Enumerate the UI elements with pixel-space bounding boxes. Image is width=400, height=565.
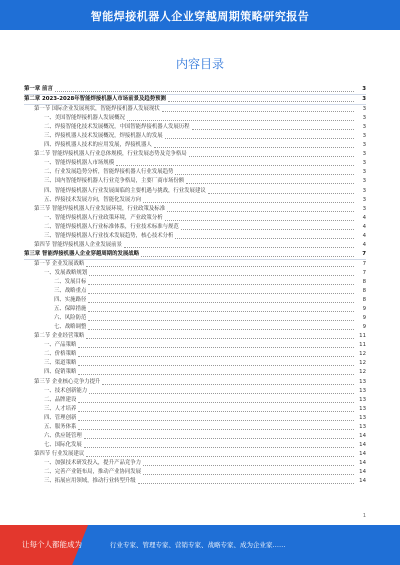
toc-entry[interactable]: [24, 296, 366, 305]
toc-entry-text: 第三节 企业核心竞争力提升: [34, 378, 101, 385]
toc-entry-text: 四、促销策略: [44, 369, 77, 376]
toc-leader-dots: [162, 111, 354, 112]
toc-leader-dots: [167, 211, 354, 212]
toc-entry[interactable]: [24, 341, 366, 350]
toc-entry-text: 第一章 前言: [24, 86, 53, 93]
toc-leader-dots: [165, 138, 354, 139]
toc-entry-page: 14: [359, 441, 366, 448]
toc-entry-page: 14: [359, 459, 366, 466]
toc-entry-text: 一、美国智能焊接机器人发展概况: [44, 115, 125, 122]
toc-entry-text: 四、管理创新: [44, 414, 77, 421]
toc-entry[interactable]: [24, 477, 366, 486]
toc-entry[interactable]: [24, 287, 366, 296]
toc-entry-text: 第二章 2023-2028年智能焊接机器人市场前景及趋势预测: [24, 96, 166, 103]
toc-entry-page: 13: [359, 378, 366, 385]
toc-entry-page: 12: [359, 351, 366, 358]
toc-entry[interactable]: [24, 177, 366, 186]
toc-entry[interactable]: [24, 250, 366, 260]
toc-entry-page: 13: [359, 423, 366, 430]
toc-entry-text: 一、发展战略规划: [44, 269, 88, 276]
toc-entry-page: 13: [359, 414, 366, 421]
toc-entry-text: 四、焊接机器人技术的应用发展，焊接机器人: [44, 142, 152, 149]
toc-entry-text: 四、智能焊接机器人行业发展面临的主要机遇与挑战，行业发展建议: [44, 187, 206, 194]
toc-leader-dots: [88, 284, 354, 285]
toc-entry-page: 12: [359, 360, 366, 367]
toc-leader-dots: [168, 101, 354, 102]
toc-entry-text: 第一节 国际企业发展现状，智能焊接机器人发展现状: [34, 106, 160, 113]
toc-leader-dots: [78, 356, 354, 357]
toc-entry[interactable]: [24, 196, 366, 205]
table-of-contents: [24, 85, 366, 486]
toc-entry-text: 第一节 企业发展战略: [34, 260, 85, 267]
toc-entry-text: 七、国际化发展: [44, 441, 82, 448]
footer-slogan: 让每个人都能成为: [22, 540, 82, 549]
page-title: 内容目录: [175, 57, 224, 71]
report-footer: [0, 525, 400, 565]
toc-entry[interactable]: [24, 441, 366, 450]
toc-entry-page: 7: [362, 260, 366, 267]
toc-entry[interactable]: [24, 232, 366, 241]
toc-entry-page: 7: [362, 269, 366, 276]
toc-entry-text: 三、战略重点: [54, 288, 87, 295]
toc-entry-page: 3: [362, 169, 366, 176]
toc-entry[interactable]: [24, 387, 366, 396]
toc-entry-page: 9: [362, 315, 366, 322]
toc-entry-text: 三、拓展应用领域，推动行业转型升级: [44, 478, 136, 485]
toc-entry-text: 二、价格策略: [44, 351, 77, 358]
toc-entry-text: 五、焊接技术发展方向，智能化发展方向: [44, 196, 142, 203]
toc-entry-text: 二、品牌建设: [44, 396, 77, 403]
toc-entry-text: 二、发展目标: [54, 279, 87, 285]
toc-entry[interactable]: [24, 423, 366, 432]
toc-leader-dots: [208, 193, 354, 194]
toc-leader-dots: [88, 293, 354, 294]
toc-entry-page: 3: [362, 124, 366, 131]
toc-leader-dots: [88, 320, 354, 321]
toc-leader-dots: [165, 220, 354, 221]
toc-leader-dots: [175, 238, 354, 239]
toc-leader-dots: [143, 465, 354, 466]
toc-leader-dots: [86, 456, 354, 457]
toc-leader-dots: [78, 374, 354, 375]
toc-leader-dots: [78, 429, 354, 430]
toc-entry[interactable]: [24, 414, 366, 423]
toc-leader-dots: [127, 120, 354, 121]
toc-entry-page: 3: [362, 133, 366, 140]
toc-entry-page: 14: [359, 450, 366, 457]
toc-entry-page: 3: [362, 142, 366, 149]
toc-entry[interactable]: [24, 95, 366, 105]
toc-entry-page: 13: [359, 387, 366, 394]
toc-leader-dots: [143, 202, 354, 203]
toc-entry-page: 11: [359, 333, 366, 340]
toc-entry-page: 12: [359, 369, 366, 376]
toc-leader-dots: [186, 183, 354, 184]
toc-entry-page: 4: [362, 214, 366, 221]
toc-entry[interactable]: [24, 114, 366, 123]
toc-entry-page: 4: [362, 241, 366, 248]
toc-entry-text: 第三章 智能焊接机器人企业穿越周期的发展战略: [24, 250, 140, 257]
toc-leader-dots: [189, 156, 354, 157]
toc-entry-text: 六、供应链管理: [44, 432, 82, 439]
toc-entry[interactable]: [24, 214, 366, 223]
toc-entry[interactable]: [24, 260, 366, 269]
toc-entry-page: 8: [362, 297, 366, 304]
report-header: [0, 0, 400, 30]
toc-entry-page: 14: [359, 478, 366, 485]
toc-entry-page: 3: [362, 205, 366, 212]
toc-entry[interactable]: [24, 123, 366, 132]
toc-entry-page: 8: [362, 288, 366, 295]
toc-leader-dots: [88, 302, 354, 303]
toc-entry[interactable]: [24, 459, 366, 468]
toc-entry[interactable]: [24, 314, 366, 323]
toc-leader-dots: [86, 266, 354, 267]
toc-entry[interactable]: [24, 223, 366, 232]
toc-entry-text: 七、战略调整: [54, 324, 87, 331]
toc-entry-page: 3: [362, 96, 366, 103]
toc-entry[interactable]: [24, 141, 366, 150]
toc-entry[interactable]: [24, 305, 366, 314]
toc-entry-text: 第二节 智能焊接机器人行业总体规模，行业发展态势及竞争格局: [34, 151, 187, 158]
toc-entry[interactable]: [24, 150, 366, 159]
footer-roles: 行业专家、管理专家、营销专家、战略专家、成为企业家……: [110, 541, 286, 549]
toc-entry-text: 二、焊接智能化技术发展概况，中国智能焊接机器人发展历程: [44, 124, 190, 131]
toc-entry[interactable]: [24, 269, 366, 278]
toc-entry-text: 第四节 行业发展建议: [34, 450, 85, 457]
toc-entry-page: 7: [362, 250, 366, 257]
toc-entry[interactable]: [24, 359, 366, 368]
toc-entry-text: 二、行业发展趋势分析，智能焊接机器人行业发展趋势: [44, 169, 174, 176]
toc-leader-dots: [138, 483, 354, 484]
toc-entry-text: 三、焊接机器人技术发展概况，焊接机器人的发展: [44, 133, 163, 140]
toc-entry[interactable]: [24, 332, 366, 341]
toc-entry-page: 3: [362, 115, 366, 122]
toc-entry[interactable]: [24, 241, 366, 250]
toc-entry-page: 9: [362, 324, 366, 331]
toc-entry-text: 五、保障措施: [54, 306, 87, 313]
toc-entry-text: 三、人才培养: [44, 405, 77, 412]
toc-leader-dots: [89, 393, 354, 394]
toc-entry-page: 14: [359, 468, 366, 475]
toc-entry-text: 一、技术创新能力: [44, 387, 88, 394]
header-title: 智能焊接机器人企业穿越周期策略研究报告: [90, 10, 310, 23]
toc-entry-page: 4: [362, 223, 366, 230]
toc-entry-text: 三、渠道策略: [44, 360, 77, 367]
toc-entry-text: 六、风险防范: [54, 315, 87, 322]
toc-entry[interactable]: [24, 396, 366, 405]
toc-entry[interactable]: [24, 278, 366, 287]
toc-entry[interactable]: [24, 378, 366, 387]
toc-entry[interactable]: [24, 368, 366, 377]
toc-entry-page: 3: [362, 187, 366, 194]
toc-entry-text: 三、国内智能焊接机器人行业竞争格局，主要厂商市场份额: [44, 178, 185, 185]
toc-entry-page: 3: [362, 196, 366, 203]
toc-entry[interactable]: [24, 159, 366, 168]
toc-entry-text: 一、智能焊接机器人市场规模: [44, 160, 115, 167]
toc-leader-dots: [78, 420, 354, 421]
toc-entry-page: 13: [359, 396, 366, 403]
toc-leader-dots: [154, 147, 354, 148]
toc-leader-dots: [78, 411, 354, 412]
toc-entry-text: 一、加强技术研发投入，提升产品竞争力: [44, 459, 142, 466]
toc-entry[interactable]: [24, 187, 366, 196]
toc-entry[interactable]: [24, 168, 366, 177]
toc-leader-dots: [181, 229, 354, 230]
toc-entry-page: 3: [362, 151, 366, 158]
toc-entry-text: 四、实施路径: [54, 297, 87, 304]
toc-entry-page: 9: [362, 306, 366, 313]
toc-entry-text: 第三节 智能焊接机器人行业发展环境，行业政策及标准: [34, 205, 166, 212]
toc-leader-dots: [84, 447, 354, 448]
toc-entry-page: 3: [362, 160, 366, 167]
toc-entry[interactable]: [24, 350, 366, 359]
toc-entry-text: 一、智能焊接机器人行业政策环境，产业政策分析: [44, 214, 163, 221]
toc-entry[interactable]: [24, 105, 366, 114]
toc-leader-dots: [78, 365, 354, 366]
toc-leader-dots: [143, 474, 354, 475]
toc-leader-dots: [86, 338, 354, 339]
toc-entry[interactable]: [24, 450, 366, 459]
toc-leader-dots: [102, 384, 354, 385]
toc-entry-page: 3: [362, 106, 366, 113]
toc-leader-dots: [55, 91, 354, 92]
toc-entry[interactable]: [24, 85, 366, 95]
toc-entry-text: 五、服务体系: [44, 423, 77, 430]
toc-entry-page: 13: [359, 405, 366, 412]
toc-leader-dots: [124, 247, 354, 248]
toc-entry-page: 4: [362, 232, 366, 239]
toc-leader-dots: [175, 174, 354, 175]
toc-entry[interactable]: [24, 205, 366, 214]
toc-leader-dots: [88, 311, 354, 312]
toc-leader-dots: [116, 165, 354, 166]
toc-entry-page: 11: [359, 342, 366, 349]
toc-entry-page: 8: [362, 279, 366, 285]
toc-entry-page: 3: [362, 86, 366, 93]
toc-entry-text: 三、智能焊接机器人行业技术发展趋势，核心技术分析: [44, 232, 174, 239]
toc-leader-dots: [89, 275, 354, 276]
toc-entry-text: 二、智能焊接机器人行业标准体系，行业技术标准与规范: [44, 223, 179, 230]
toc-leader-dots: [88, 329, 354, 330]
toc-entry[interactable]: [24, 323, 366, 332]
toc-entry-text: 第四节 智能焊接机器人企业发展前景: [34, 241, 122, 248]
toc-entry[interactable]: [24, 132, 366, 141]
toc-entry[interactable]: [24, 405, 366, 414]
toc-entry[interactable]: [24, 468, 366, 477]
toc-entry-page: 14: [359, 432, 366, 439]
toc-leader-dots: [78, 347, 354, 348]
toc-entry-text: 二、完善产业链布局，推动产业协同发展: [44, 468, 142, 475]
toc-leader-dots: [84, 438, 354, 439]
toc-leader-dots: [78, 402, 354, 403]
toc-entry-page: 3: [362, 178, 366, 185]
toc-leader-dots: [192, 129, 354, 130]
toc-entry-text: 一、产品策略: [44, 342, 77, 349]
toc-entry[interactable]: [24, 432, 366, 441]
page-number: 1: [362, 513, 366, 519]
toc-entry-text: 第二节 企业经营策略: [34, 333, 85, 340]
toc-leader-dots: [141, 256, 354, 257]
